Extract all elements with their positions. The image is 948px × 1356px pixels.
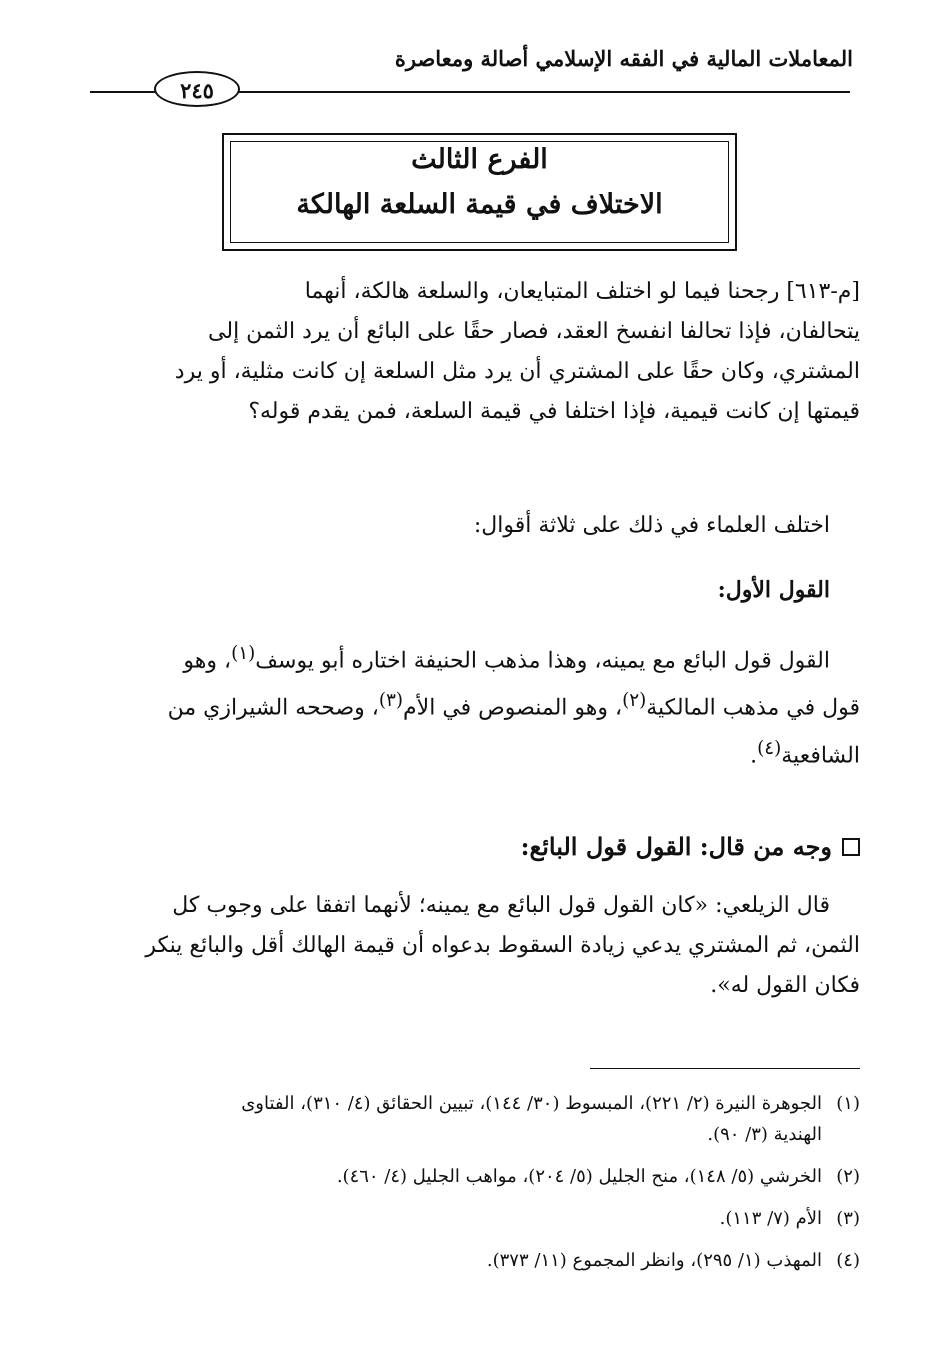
first-opinion-heading	[82, 570, 860, 610]
intro-paragraph	[82, 272, 860, 432]
zaylai-line: قال الزيلعي: «كان القول قول البائع مع يمينه؛ لأنهما اتفقا على وجوب كل	[172, 893, 830, 918]
square-bullet-icon	[842, 838, 860, 856]
footnote-number: (٤)	[836, 1250, 860, 1271]
intro-line: يتحالفان، فإذا تحالفا انفسخ العقد، فصار حقًا على البائع أن يرد الثمن إلى	[208, 319, 860, 344]
page-number: ٢٤٥	[154, 71, 240, 107]
footnote-text: الجوهرة النيرة (٢/ ٢٢١)، المبسوط (٣٠/ ١٤٤)، تبيين الحقائق (٤/ ٣١٠)، الفتاوى	[241, 1093, 822, 1114]
evidence-heading	[82, 827, 860, 867]
section-title-box	[222, 133, 737, 251]
footnote	[82, 1161, 860, 1192]
opinions-count-text: اختلف العلماء في ذلك على ثلاثة أقوال:	[473, 513, 830, 538]
zaylai-line: الثمن، ثم المشتري يدعي زيادة السقوط بدعواه أن قيمة الهالك أقل والبائع ينكر	[145, 933, 860, 958]
footnote-text: المهذب (١/ ٢٩٥)، وانظر المجموع (١١/ ٣٧٣).	[486, 1250, 822, 1271]
section-title-line1: الفرع الثالث	[411, 144, 548, 175]
footnote-separator	[590, 1068, 860, 1069]
text-run: ، وهو	[183, 648, 232, 674]
footnote-number: (٣)	[836, 1208, 860, 1229]
footnote-text: الخرشي (٥/ ١٤٨)، منح الجليل (٥/ ٢٠٤)، مواهب الجليل (٤/ ٤٦٠).	[336, 1166, 822, 1187]
intro-line: المشتري، وكان حقًا على المشتري أن يرد مثل السلعة إن كانت مثلية، أو يرد	[174, 359, 860, 384]
running-title: المعاملات المالية في الفقه الإسلامي أصالة ومعاصرة	[394, 46, 853, 71]
text-run: قول في مذهب المالكية	[646, 695, 860, 721]
footnote-number: (٢)	[836, 1166, 860, 1187]
first-opinion-line	[82, 634, 860, 681]
first-opinion-paragraph	[82, 634, 860, 776]
footnote-text: الهندية (٣/ ٩٠).	[707, 1124, 822, 1145]
zaylai-line: فكان القول له».	[710, 973, 860, 998]
section-title-line2: الاختلاف في قيمة السلعة الهالكة	[296, 189, 663, 220]
footnote-ref-4[interactable]: (٤)	[757, 737, 782, 759]
opinions-count-paragraph	[82, 506, 860, 546]
evidence-heading-text: وجه من قال: القول قول البائع:	[520, 832, 832, 861]
text-run: القول قول البائع مع يمينه، وهذا مذهب الحنيفة اختاره أبو يوسف	[255, 648, 830, 674]
first-opinion-line	[82, 681, 860, 728]
intro-line: قيمتها إن كانت قيمية، فإذا اختلفا في قيمة السلعة، فمن يقدم قوله؟	[248, 399, 860, 424]
footnotes	[82, 1088, 860, 1287]
text-run: الشافعية	[781, 742, 860, 768]
text-run: ، وهو المنصوص في الأم	[403, 695, 623, 721]
first-opinion-heading-text: القول الأول:	[717, 577, 830, 603]
footnote-ref-1[interactable]: (١)	[231, 643, 256, 664]
footnote-ref-2[interactable]: (٢)	[622, 690, 647, 712]
text-run: .	[750, 742, 758, 768]
intro-line: [م-٦١٣] رجحنا فيما لو اختلف المتبايعان، والسلعة هالكة، أنهما	[304, 279, 860, 304]
footnote-text: الأم (٧/ ١١٣).	[719, 1208, 822, 1229]
text-run: ، وصححه الشيرازي من	[167, 695, 379, 721]
footnote	[82, 1088, 860, 1150]
zaylai-quote-paragraph	[82, 886, 860, 1006]
footnote	[82, 1203, 860, 1234]
first-opinion-line	[82, 729, 860, 776]
footnote-ref-3[interactable]: (٣)	[378, 690, 404, 712]
footnote	[82, 1245, 860, 1276]
footnote-number: (١)	[836, 1093, 860, 1114]
